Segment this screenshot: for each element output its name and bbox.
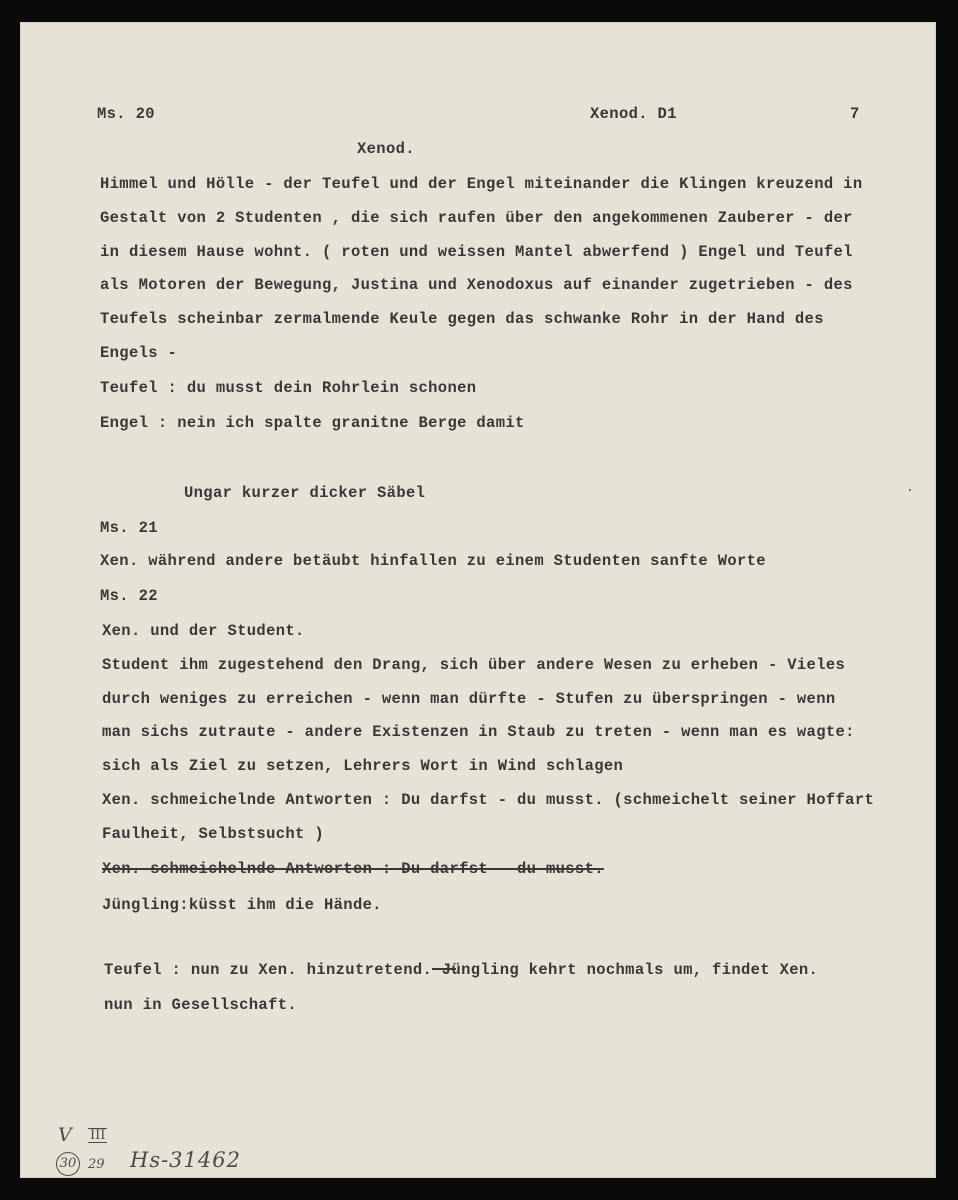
- header-manuscript-number: Ms. 20: [97, 105, 155, 123]
- handwritten-number: 29: [88, 1157, 105, 1172]
- text-line: Engel : nein ich spalte granitne Berge damit: [100, 414, 525, 432]
- text-line: Gestalt von 2 Studenten , die sich raufen über den angekommenen Zauberer - der: [100, 209, 853, 227]
- handwritten-roman-iii: III: [90, 1128, 106, 1143]
- text-line: Xen. während andere betäubt hinfallen zu einem Studenten sanfte Worte: [100, 552, 766, 570]
- handwritten-signature-number: Hs-31462: [130, 1148, 241, 1172]
- text-line: Jüngling:küsst ihm die Hände.: [102, 896, 382, 914]
- text-line: Teufels scheinbar zermalmende Keule gegen das schwanke Rohr in der Hand des: [100, 310, 824, 328]
- text-line: Xen. und der Student.: [102, 622, 305, 640]
- ink-speck: [909, 489, 911, 491]
- text-line: als Motoren der Bewegung, Justina und Xenodoxus auf einander zugetrieben - des: [100, 276, 853, 294]
- handwritten-roman-v: V: [58, 1124, 72, 1146]
- text-line: Faulheit, Selbstsucht ): [102, 825, 324, 843]
- text-line: sich als Ziel zu setzen, Lehrers Wort in Wind schlagen: [102, 757, 624, 775]
- section-title: Xenod.: [357, 140, 415, 158]
- text-line: Ms. 22: [100, 587, 158, 605]
- text-line: Student ihm zugestehend den Drang, sich über andere Wesen zu erheben - Vieles: [102, 656, 846, 674]
- text-line: Xen. schmeichelnde Antworten : Du darfst - du musst. (schmeichelt seiner Hoffart: [102, 791, 875, 809]
- text-line: man sichs zutraute - andere Existenzen in Staub zu treten - wenn man es wagte:: [102, 723, 855, 741]
- text-line: Himmel und Hölle - der Teufel und der Engel miteinander die Klingen kreuzend in: [100, 175, 863, 193]
- text-line: Teufel : du musst dein Rohrlein schonen: [100, 379, 477, 397]
- page-number: 7: [850, 105, 860, 123]
- text-line: Teufel : nun zu Xen. hinzutretend. Jüngling kehrt nochmals um, findet Xen.: [104, 961, 819, 979]
- text-line: durch weniges zu erreichen - wenn man dürfte - Stufen zu überspringen - wenn: [102, 690, 836, 708]
- document-page: [20, 22, 936, 1178]
- header-section-label: Xenod. D1: [590, 105, 677, 123]
- text-line: nun in Gesellschaft.: [104, 996, 298, 1014]
- text-line: Engels -: [100, 344, 178, 362]
- text-line: Ungar kurzer dicker Säbel: [184, 484, 426, 502]
- text-line: in diesem Hause wohnt. ( roten und weissen Mantel abwerfend ) Engel und Teufel: [100, 243, 853, 261]
- struck-through-line: Xen. schmeichelnde Antworten : Du darfst - du musst.: [102, 860, 604, 878]
- handwritten-circled-number: 30: [56, 1152, 80, 1176]
- text-line: Ms. 21: [100, 519, 158, 537]
